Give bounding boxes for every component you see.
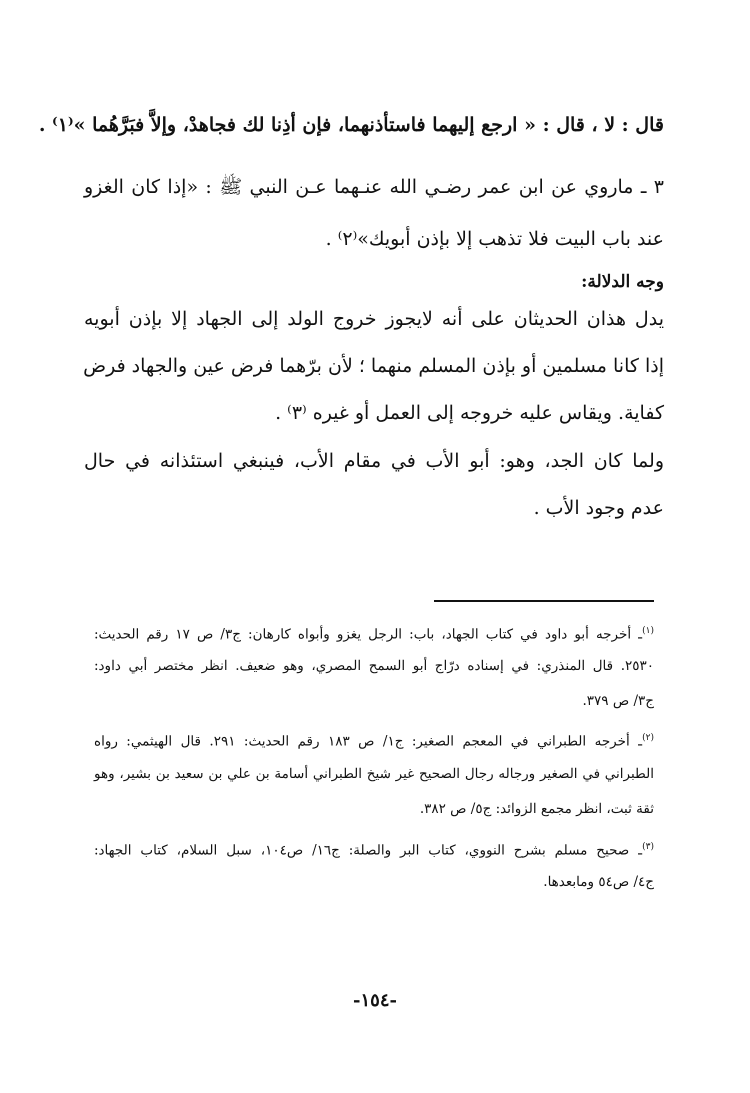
footnote-2-number: (٢) <box>642 733 654 743</box>
paragraph1-line-3: كفاية. ويقاس عليه خروجه إلى العمل أو غيره ⁽٣⁾ . <box>275 402 664 424</box>
hadith-line-2: ٣ ـ ماروي عن ابن عمر رضـي الله عنـهما عـن النبي ﷺ : «إذا كان الغزو <box>84 176 664 198</box>
footnote-2-line-3: ثقة ثبت، انظر مجمع الزوائد: ج٥/ ص ٣٨٢. <box>419 801 654 817</box>
paragraph1-line-2: إذا كانا مسلمين أو بإذن المسلم منهما ؛ لأن برّهما فرض عين والجهاد فرض <box>83 355 664 377</box>
footnote-3-line-2: ج٤/ ص٥٤ ومابعدها. <box>543 874 654 890</box>
hadith-line-1: قال : لا ، قال : « ارجع إليهما فاستأذنهما، فإن أذِنا لك فجاهدْ، وإلاَّ فبَرَّهُما »⁽١⁾ . <box>38 114 664 136</box>
footnote-1-line-3: ج٣/ ص ٣٧٩. <box>582 693 654 709</box>
footnote-1-text-1: ـ أخرجه أبو داود في كتاب الجهاد، باب: الرجل يغزو وأبواه كارهان: ج٣/ ص ١٧ رقم الحديث: <box>94 626 643 643</box>
footnote-2-line-1 <box>94 727 654 753</box>
page-number: -١٥٤- <box>353 990 397 1011</box>
footnote-1-line-1 <box>94 620 654 646</box>
footnote-2-text-1: ـ أخرجه الطبراني في المعجم الصغير: ج١/ ص ١٨٣ رقم الحديث: ٢٩١. قال الهيثمي: رواه <box>94 733 643 750</box>
footnote-1-number: (١) <box>642 626 654 636</box>
footnote-2-line-2: الطبراني في الصغير ورجاله رجال الصحيح غير شيخ الطبراني أسامة بن علي بن سعيد بن بشير، وهو <box>94 766 654 782</box>
hadith-line-3: عند باب البيت فلا تذهب إلا بإذن أبويك»⁽٢⁾ . <box>325 228 664 250</box>
paragraph2-line-1: ولما كان الجد، وهو: أبو الأب في مقام الأب، فينبغي استئذانه في حال <box>84 450 664 472</box>
paragraph1-line-1: يدل هذان الحديثان على أنه لايجوز خروج الولد إلى الجهاد إلا بإذن أبويه <box>84 308 664 330</box>
footnote-3-line-1 <box>94 836 654 862</box>
section-heading: وجه الدلالة: <box>581 272 664 292</box>
footnote-separator <box>434 600 654 602</box>
footnote-3-number: (٣) <box>642 842 654 852</box>
footnote-1-line-2: ٢٥٣٠. قال المنذري: في إسناده درّاج أبو السمح المصري، وهو ضعيف. انظر مختصر أبي داود: <box>94 658 654 674</box>
footnote-3-text-1: ـ صحيح مسلم بشرح النووي، كتاب البر والصلة: ج١٦/ ص١٠٤، سبل السلام، كتاب الجهاد: <box>94 842 643 859</box>
paragraph2-line-2: عدم وجود الأب . <box>533 497 664 519</box>
